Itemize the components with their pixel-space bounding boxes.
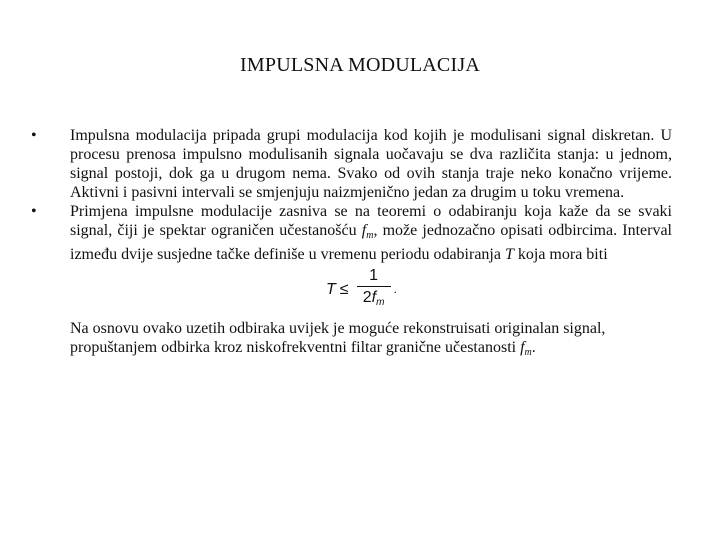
formula-denominator-sub: m	[376, 296, 385, 308]
slide-title: IMPULSNA MODULACIJA	[240, 54, 480, 76]
bullet-text-part: koja mora biti	[513, 246, 608, 263]
bullet-item	[28, 202, 672, 264]
formula-denominator	[363, 287, 385, 312]
bullet-icon: •	[31, 203, 37, 220]
fm-symbol: f	[520, 339, 525, 356]
slide-body	[28, 126, 672, 378]
formula-relation: ≤	[339, 280, 349, 298]
bullet-text-part: , može jednozačno opisati odbircima. Interval između dvije susjedne tačke definiše u vremenu periodu odabiranja	[70, 222, 673, 263]
bullet-text	[70, 203, 672, 263]
formula-fraction	[357, 267, 391, 312]
bullet-icon: •	[31, 127, 37, 144]
conclusion-paragraph	[28, 319, 672, 362]
fm-symbol: f	[361, 222, 367, 239]
conclusion-end: .	[531, 339, 536, 356]
bullet-text-part: Primjena impulsne modulacije zasniva se na teoremi o odabiranju koja kaže da se svaki signal, čiji je spektar ograničen učestanošću	[70, 203, 672, 239]
formula-terminator: .	[393, 281, 397, 296]
conclusion-text: Na osnovu ovako uzetih odbiraka uvijek je moguće rekonstruisati originalan signal, propuštanjem odbirka kroz niskofrekventni filtar granične učestanosti	[70, 320, 606, 356]
t-symbol: T	[504, 246, 514, 263]
sampling-formula	[28, 267, 672, 311]
formula-numerator: 1	[369, 266, 379, 284]
formula-denominator-var: f	[371, 288, 377, 306]
bullet-text: Impulsna modulacija pripada grupi modulacija kod kojih je modulisani signal diskretan. U procesu prenosa impulsno modulisanih signala uočavaju se dva različita stanja: u jednom, signal postoji, dok ga u drugom nema. Svako od ovih stanja traje neko konačno vrijeme. Aktivni i pasivni intervali se smjenjuju naizmjenično jedan za drugim u toku vremena.	[70, 127, 672, 201]
formula-denominator-coef: 2	[362, 288, 372, 306]
bullet-item	[28, 126, 672, 202]
fm-subscript: m	[366, 230, 374, 241]
fm-subscript: m	[524, 347, 532, 358]
formula-lhs: T	[326, 280, 336, 298]
